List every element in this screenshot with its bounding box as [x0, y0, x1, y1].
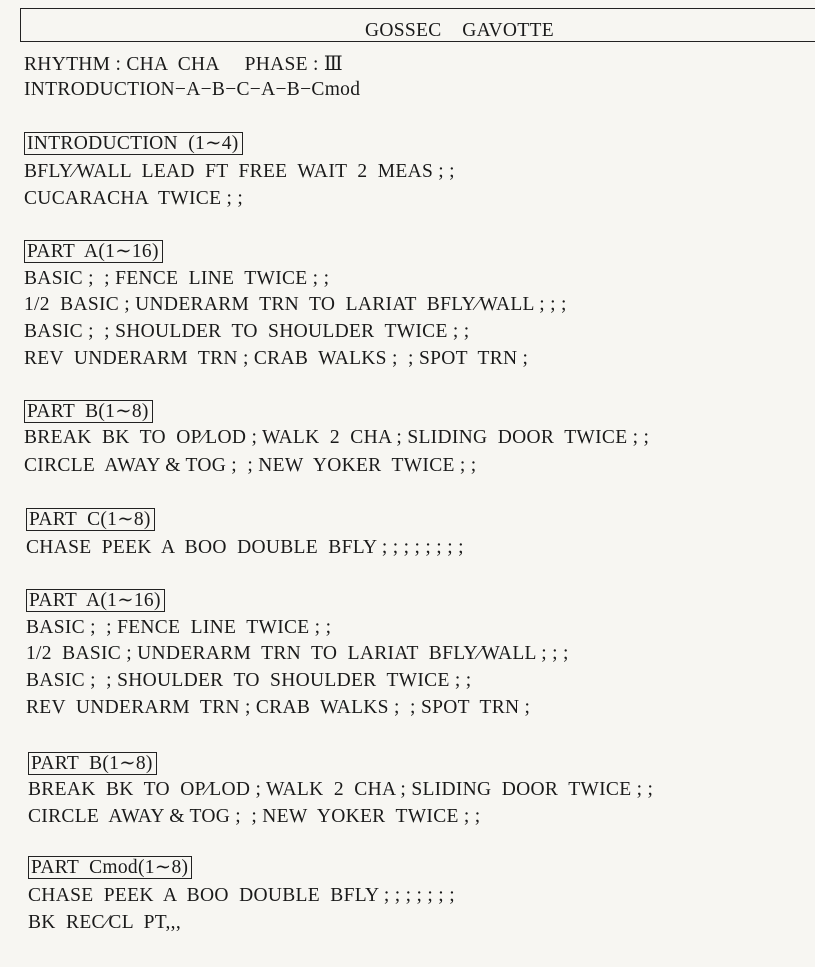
cue-line: BASIC ; ; SHOULDER TO SHOULDER TWICE ; ;	[24, 321, 470, 342]
cue-line: 1/2 BASIC ; UNDERARM TRN TO LARIAT BFLY∕WALL ; ; ;	[24, 294, 567, 315]
cue-line: BASIC ; ; FENCE LINE TWICE ; ;	[26, 617, 332, 638]
rhythm-phase-line: RHYTHM : CHA CHA PHASE : Ⅲ	[24, 54, 344, 75]
section-heading-part-cmod: PART Cmod(1∼8)	[28, 856, 192, 879]
cue-line: CHASE PEEK A BOO DOUBLE BFLY ; ; ; ; ; ; ;	[28, 885, 455, 906]
section-heading-part-b-repeat: PART B(1∼8)	[28, 752, 157, 775]
cue-line: BASIC ; ; SHOULDER TO SHOULDER TWICE ; ;	[26, 670, 472, 691]
cue-line: CIRCLE AWAY & TOG ; ; NEW YOKER TWICE ; ;	[28, 806, 481, 827]
cue-line: CIRCLE AWAY & TOG ; ; NEW YOKER TWICE ; ;	[24, 455, 477, 476]
sequence-line: INTRODUCTION−A−B−C−A−B−Cmod	[24, 79, 361, 100]
section-heading-introduction: INTRODUCTION (1∼4)	[24, 132, 243, 155]
section-heading-part-b: PART B(1∼8)	[24, 400, 153, 423]
section-heading-part-a: PART A(1∼16)	[24, 240, 163, 263]
cue-line: BASIC ; ; FENCE LINE TWICE ; ;	[24, 268, 330, 289]
cue-line: BFLY∕WALL LEAD FT FREE WAIT 2 MEAS ; ;	[24, 161, 455, 182]
cue-line: BK REC∕CL PT,,,	[28, 912, 181, 933]
cue-line: BREAK BK TO OP∕LOD ; WALK 2 CHA ; SLIDING DOOR TWICE ; ;	[28, 779, 654, 800]
cue-line: REV UNDERARM TRN ; CRAB WALKS ; ; SPOT TRN ;	[24, 348, 529, 369]
cue-line: CHASE PEEK A BOO DOUBLE BFLY ; ; ; ; ; ; ; ;	[26, 537, 464, 558]
section-heading-part-c: PART C(1∼8)	[26, 508, 155, 531]
cue-line: REV UNDERARM TRN ; CRAB WALKS ; ; SPOT TRN ;	[26, 697, 531, 718]
page-title: GOSSEC GAVOTTE	[365, 20, 554, 41]
cue-line: CUCARACHA TWICE ; ;	[24, 188, 244, 209]
cue-line: BREAK BK TO OP∕LOD ; WALK 2 CHA ; SLIDING DOOR TWICE ; ;	[24, 427, 650, 448]
cue-line: 1/2 BASIC ; UNDERARM TRN TO LARIAT BFLY∕WALL ; ; ;	[26, 643, 569, 664]
section-heading-part-a-repeat: PART A(1∼16)	[26, 589, 165, 612]
